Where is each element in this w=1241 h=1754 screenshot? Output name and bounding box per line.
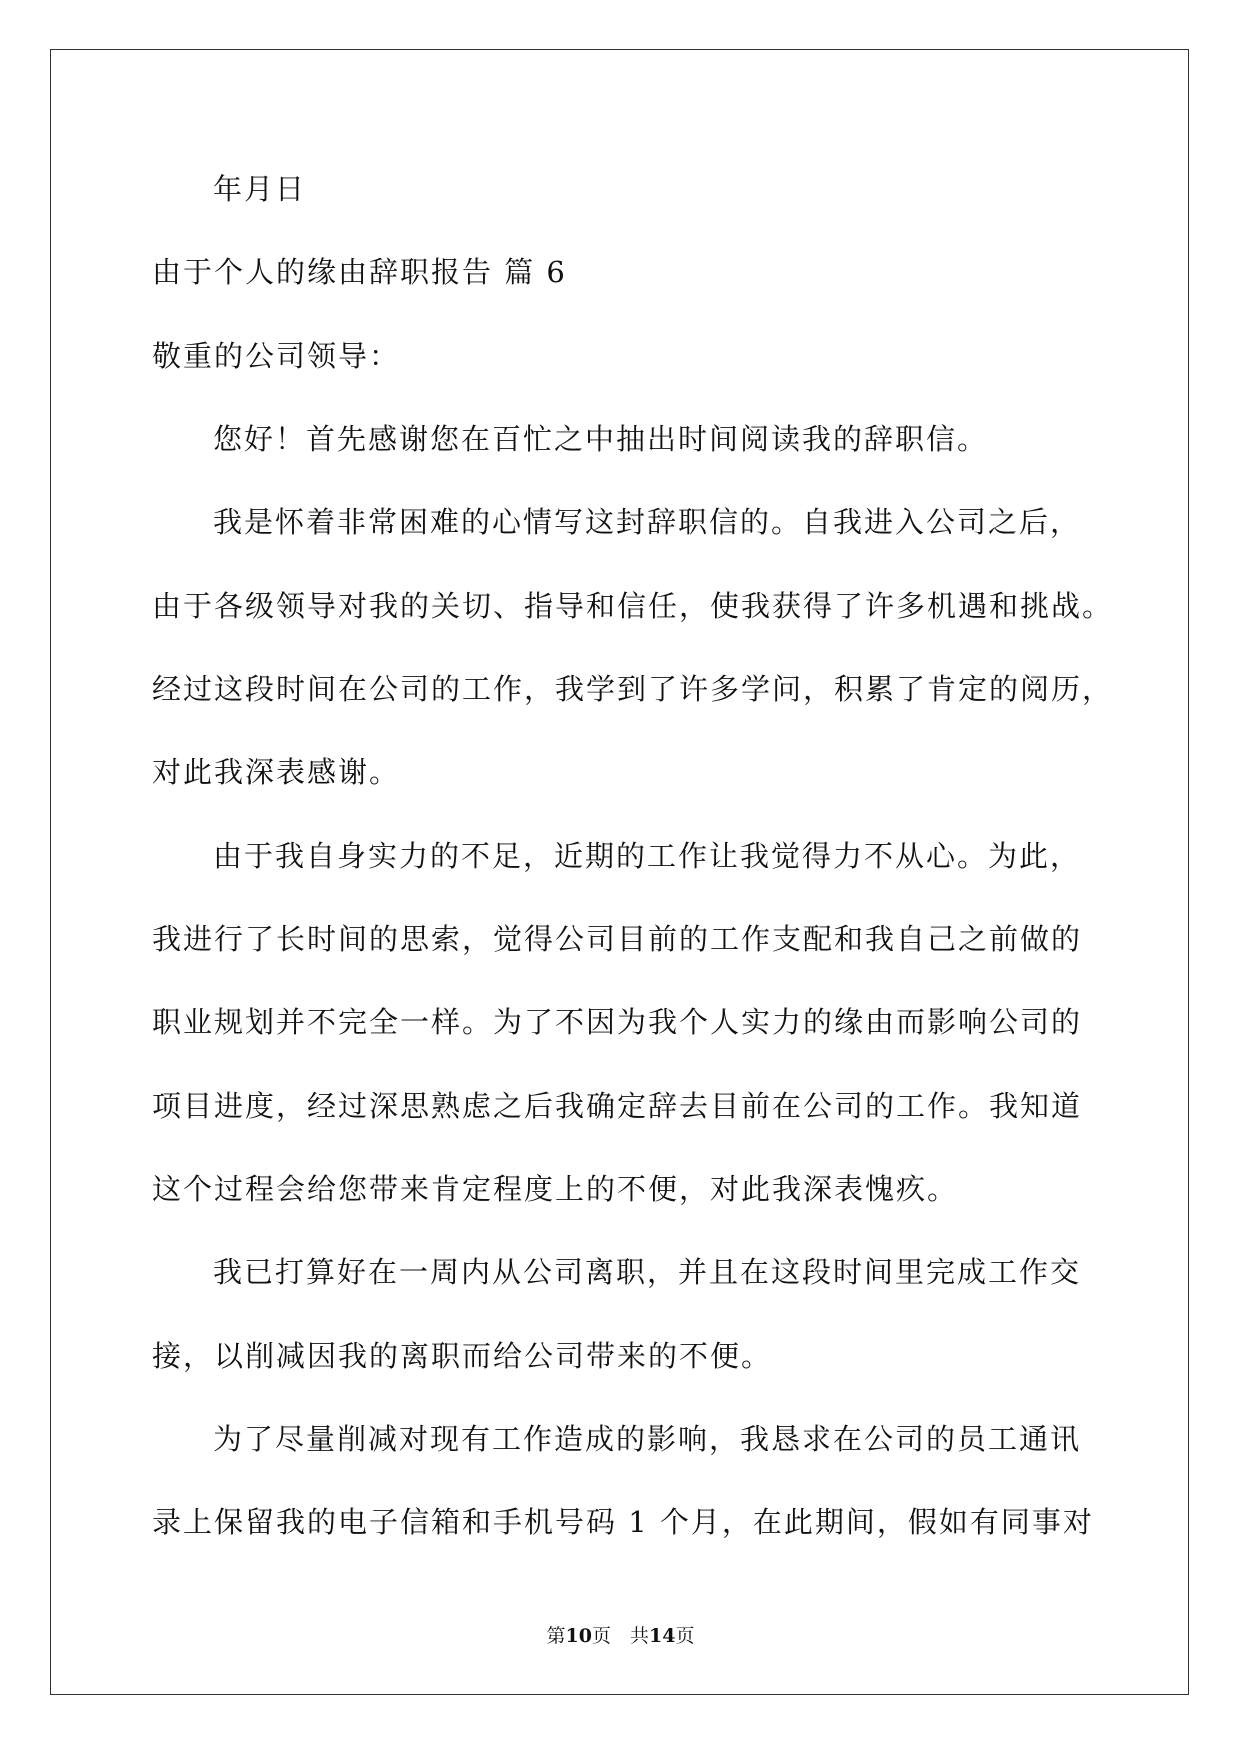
section-heading: 由于个人的缘由辞职报告 篇 6 [152, 255, 567, 289]
paragraph-2-line-5: 这个过程会给您带来肯定程度上的不便，对此我深表愧疚。 [152, 1172, 959, 1206]
page-label-suffix: 页 [675, 1625, 695, 1647]
paragraph-1-line-2: 由于各级领导对我的关切、指导和信任，使我获得了许多机遇和挑战。 [152, 589, 1114, 623]
paragraph-1-line-1: 我是怀着非常困难的心情写这封辞职信的。自我进入公司之后， [213, 505, 1082, 539]
date-line: 年月日 [213, 172, 307, 206]
paragraph-1-line-4: 对此我深表感谢。 [152, 755, 401, 789]
paragraph-2-line-4: 项目进度，经过深思熟虑之后我确定辞去目前在公司的工作。我知道 [152, 1089, 1083, 1123]
paragraph-4-line-2: 录上保留我的电子信箱和手机号码 1 个月，在此期间，假如有同事对 [152, 1505, 1094, 1539]
page-label-mid: 页 共 [591, 1625, 649, 1647]
paragraph-greeting: 您好！首先感谢您在百忙之中抽出时间阅读我的辞职信。 [213, 422, 989, 456]
page-label-prefix: 第 [546, 1625, 566, 1647]
paragraph-3-line-2: 接，以削减因我的离职而给公司带来的不便。 [152, 1339, 773, 1373]
paragraph-4-line-1: 为了尽量削减对现有工作造成的影响，我恳求在公司的员工通讯 [213, 1422, 1082, 1456]
page-footer [0, 1625, 1241, 1647]
page-current-number: 10 [565, 1625, 592, 1647]
salutation: 敬重的公司领导： [152, 339, 401, 373]
paragraph-3-line-1: 我已打算好在一周内从公司离职，并且在这段时间里完成工作交 [213, 1255, 1082, 1289]
paragraph-2-line-2: 我进行了长时间的思索，觉得公司目前的工作支配和我自己之前做的 [152, 922, 1083, 956]
paragraph-2-line-1: 由于我自身实力的不足，近期的工作让我觉得力不从心。为此， [213, 839, 1082, 873]
paragraph-1-line-3: 经过这段时间在公司的工作，我学到了许多学问，积累了肯定的阅历， [152, 672, 1114, 706]
page-total-number: 14 [649, 1625, 676, 1647]
paragraph-2-line-3: 职业规划并不完全一样。为了不因为我个人实力的缘由而影响公司的 [152, 1005, 1083, 1039]
